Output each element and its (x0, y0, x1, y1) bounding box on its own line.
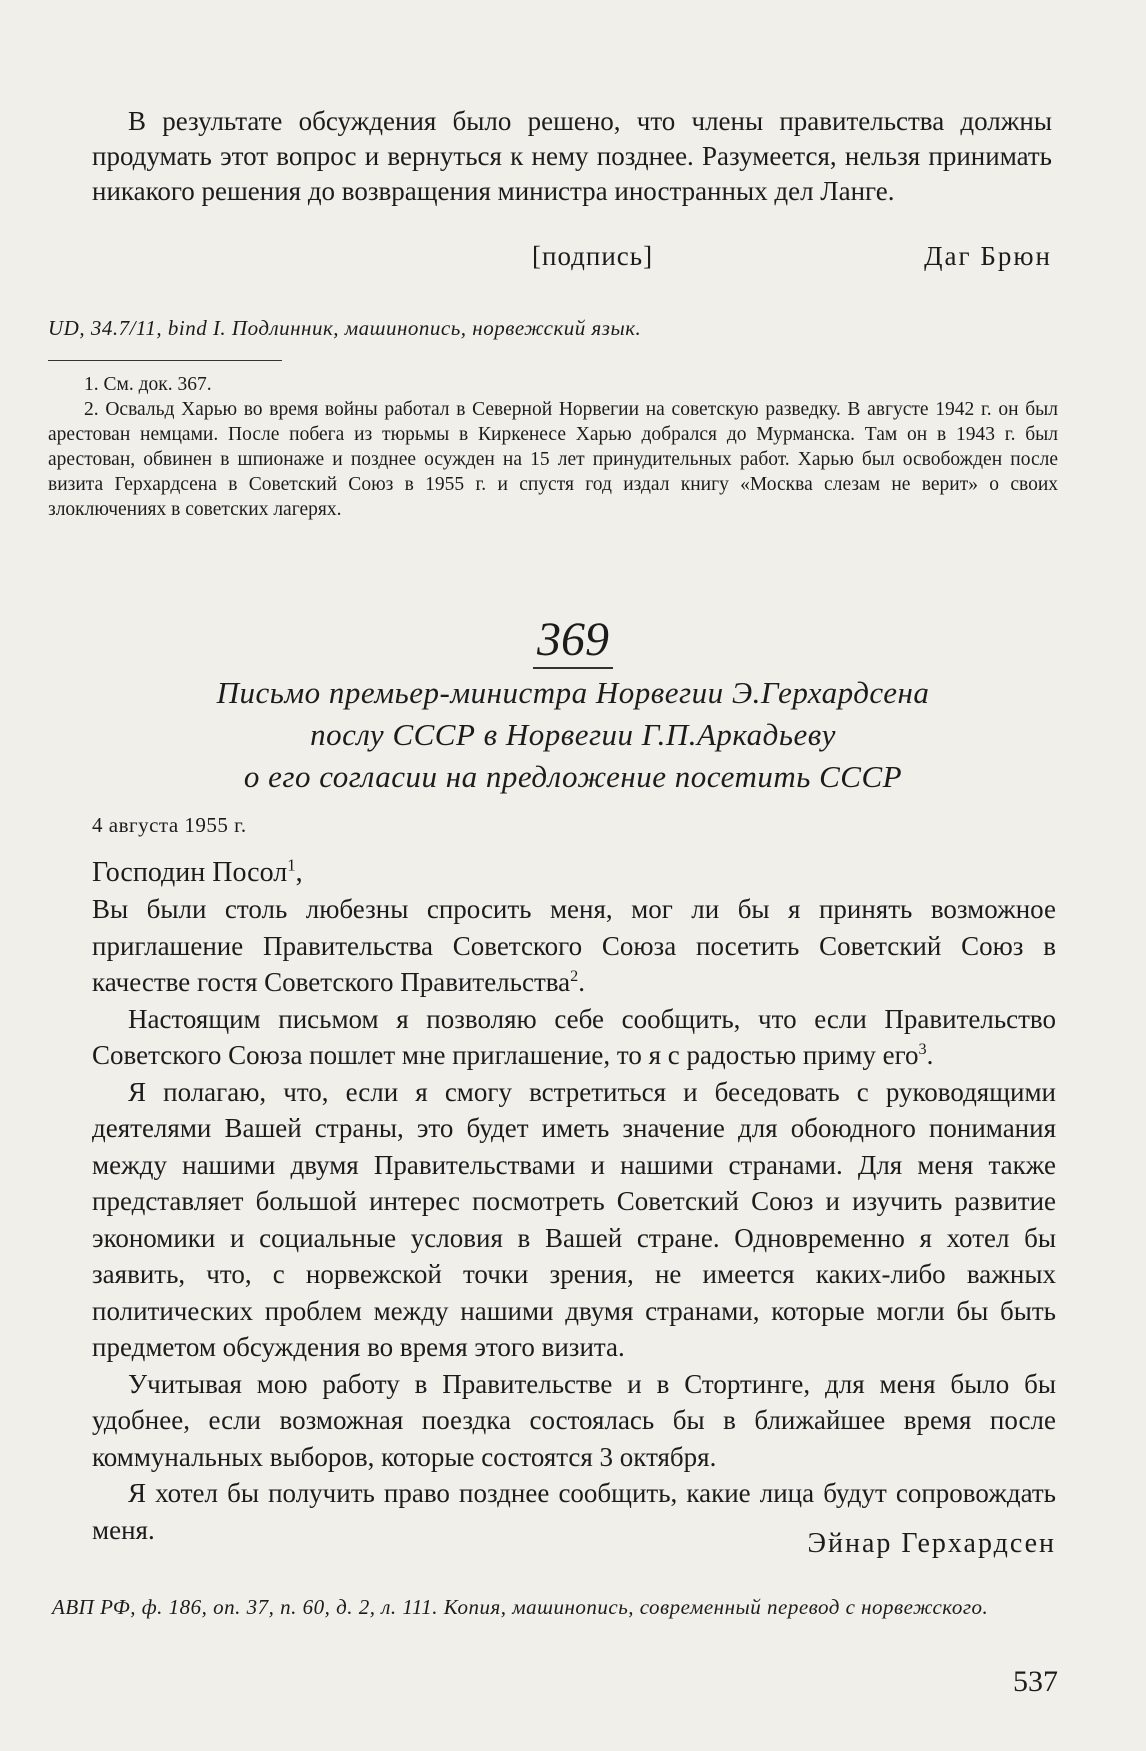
previous-document-signature (92, 241, 1052, 281)
letter-body (92, 855, 1056, 1548)
previous-document-paragraph: В результате обсуждения было решено, что члены правительства должны продумать этот вопрос и вернуться к нему позднее. Разумеется, нельзя принимать никакого решения до возвращения министра иностранных дел Ланге. (92, 106, 1052, 206)
archive-source-note-2: АВП РФ, ф. 186, оп. 37, п. 60, д. 2, л. 111. Копия, машинопись, современный перевод с норвежского. (52, 1595, 989, 1619)
footnote-ref: 3 (918, 1040, 927, 1058)
footnotes (48, 372, 1058, 522)
footnote-ref: 1 (287, 855, 296, 875)
letter-paragraph: Вы были столь любезны спросить меня, мог ли бы я принять возможное приглашение Правительства Советского Союза посетить Советский Союз в качестве гостя Советского Правительства$^2$. (92, 894, 1056, 997)
letter-paragraph: Я хотел бы получить право позднее сообщить, какие лица будут сопровождать меня. (92, 1478, 1056, 1545)
document-title-line-3: о его согласии на предложение посетить СССР (243, 759, 903, 794)
footnote-1: 1. См. док. 367. (84, 374, 212, 395)
footnote-divider (48, 360, 282, 361)
letter-paragraph: Настоящим письмом я позволяю себе сообщить, что если Правительство Советского Союза пошлет мне приглашение, то я с радостью приму его$^3$. (92, 1003, 1056, 1070)
signature-name: Даг Брюн (924, 241, 1052, 271)
signature-note: [подпись] (532, 241, 654, 271)
document-number-text: 369 (533, 613, 613, 669)
letter-greeting: Господин Посол$^1$, (92, 855, 303, 888)
letter-paragraph: Учитывая мою работу в Правительстве и в Стортинге, для меня было бы удобнее, если возможная поездка состоялась бы в ближайшее время после коммунальных выборов, которые состоятся 3 октября. (92, 1368, 1056, 1472)
letter-paragraph: Я полагаю, что, если я смогу встретиться и беседовать с руководящими деятелями Вашей страны, это будет иметь значение для обоюдного понимания между нашими двумя Правительствами и нашими странами. Для меня также представляет большой интерес посмотреть Советский Союз и изучить развитие экономики и социальные условия в Вашей стране. Одновременно я хотел бы заявить, что, с норвежской точки зрения, не имеется каких-либо важных политических проблем между нашими двумя странами, которые могли бы быть предметом обсуждения во время этого визита. (92, 1076, 1056, 1362)
page-number: 537 (1013, 1665, 1058, 1698)
document-number (0, 612, 1146, 669)
footnote-2: 2. Освальд Харью во время войны работал в Северной Норвегии на советскую разведку. В августе 1942 г. он был арестован немцами. После побега из тюрьмы в Киркенесе Харью добрался до Мурманска. Там он в 1943 г. был арестован, обвинен в шпионаже и позднее осужден на 15 лет принудительных работ. Харью был освобожден после визита Герхардсена в Советский Союз в 1955 г. и спустя год издал книгу «Москва слезам не верит» о своих злоключениях в советских лагерях. (48, 399, 1058, 520)
document-title-line-2: послу СССР в Норвегии Г.П.Аркадьеву (310, 717, 836, 752)
document-date: 4 августа 1955 г. (92, 813, 247, 837)
letter-signature: Эйнар Герхардсен (807, 1528, 1056, 1559)
footnote-ref: 2 (570, 967, 579, 985)
document-title (0, 672, 1146, 798)
archive-source-note: UD, 34.7/11, bind I. Подлинник, машинопись, норвежский язык. (48, 316, 642, 340)
document-title-line-1: Письмо премьер-министра Норвегии Э.Герхардсена (216, 675, 930, 710)
